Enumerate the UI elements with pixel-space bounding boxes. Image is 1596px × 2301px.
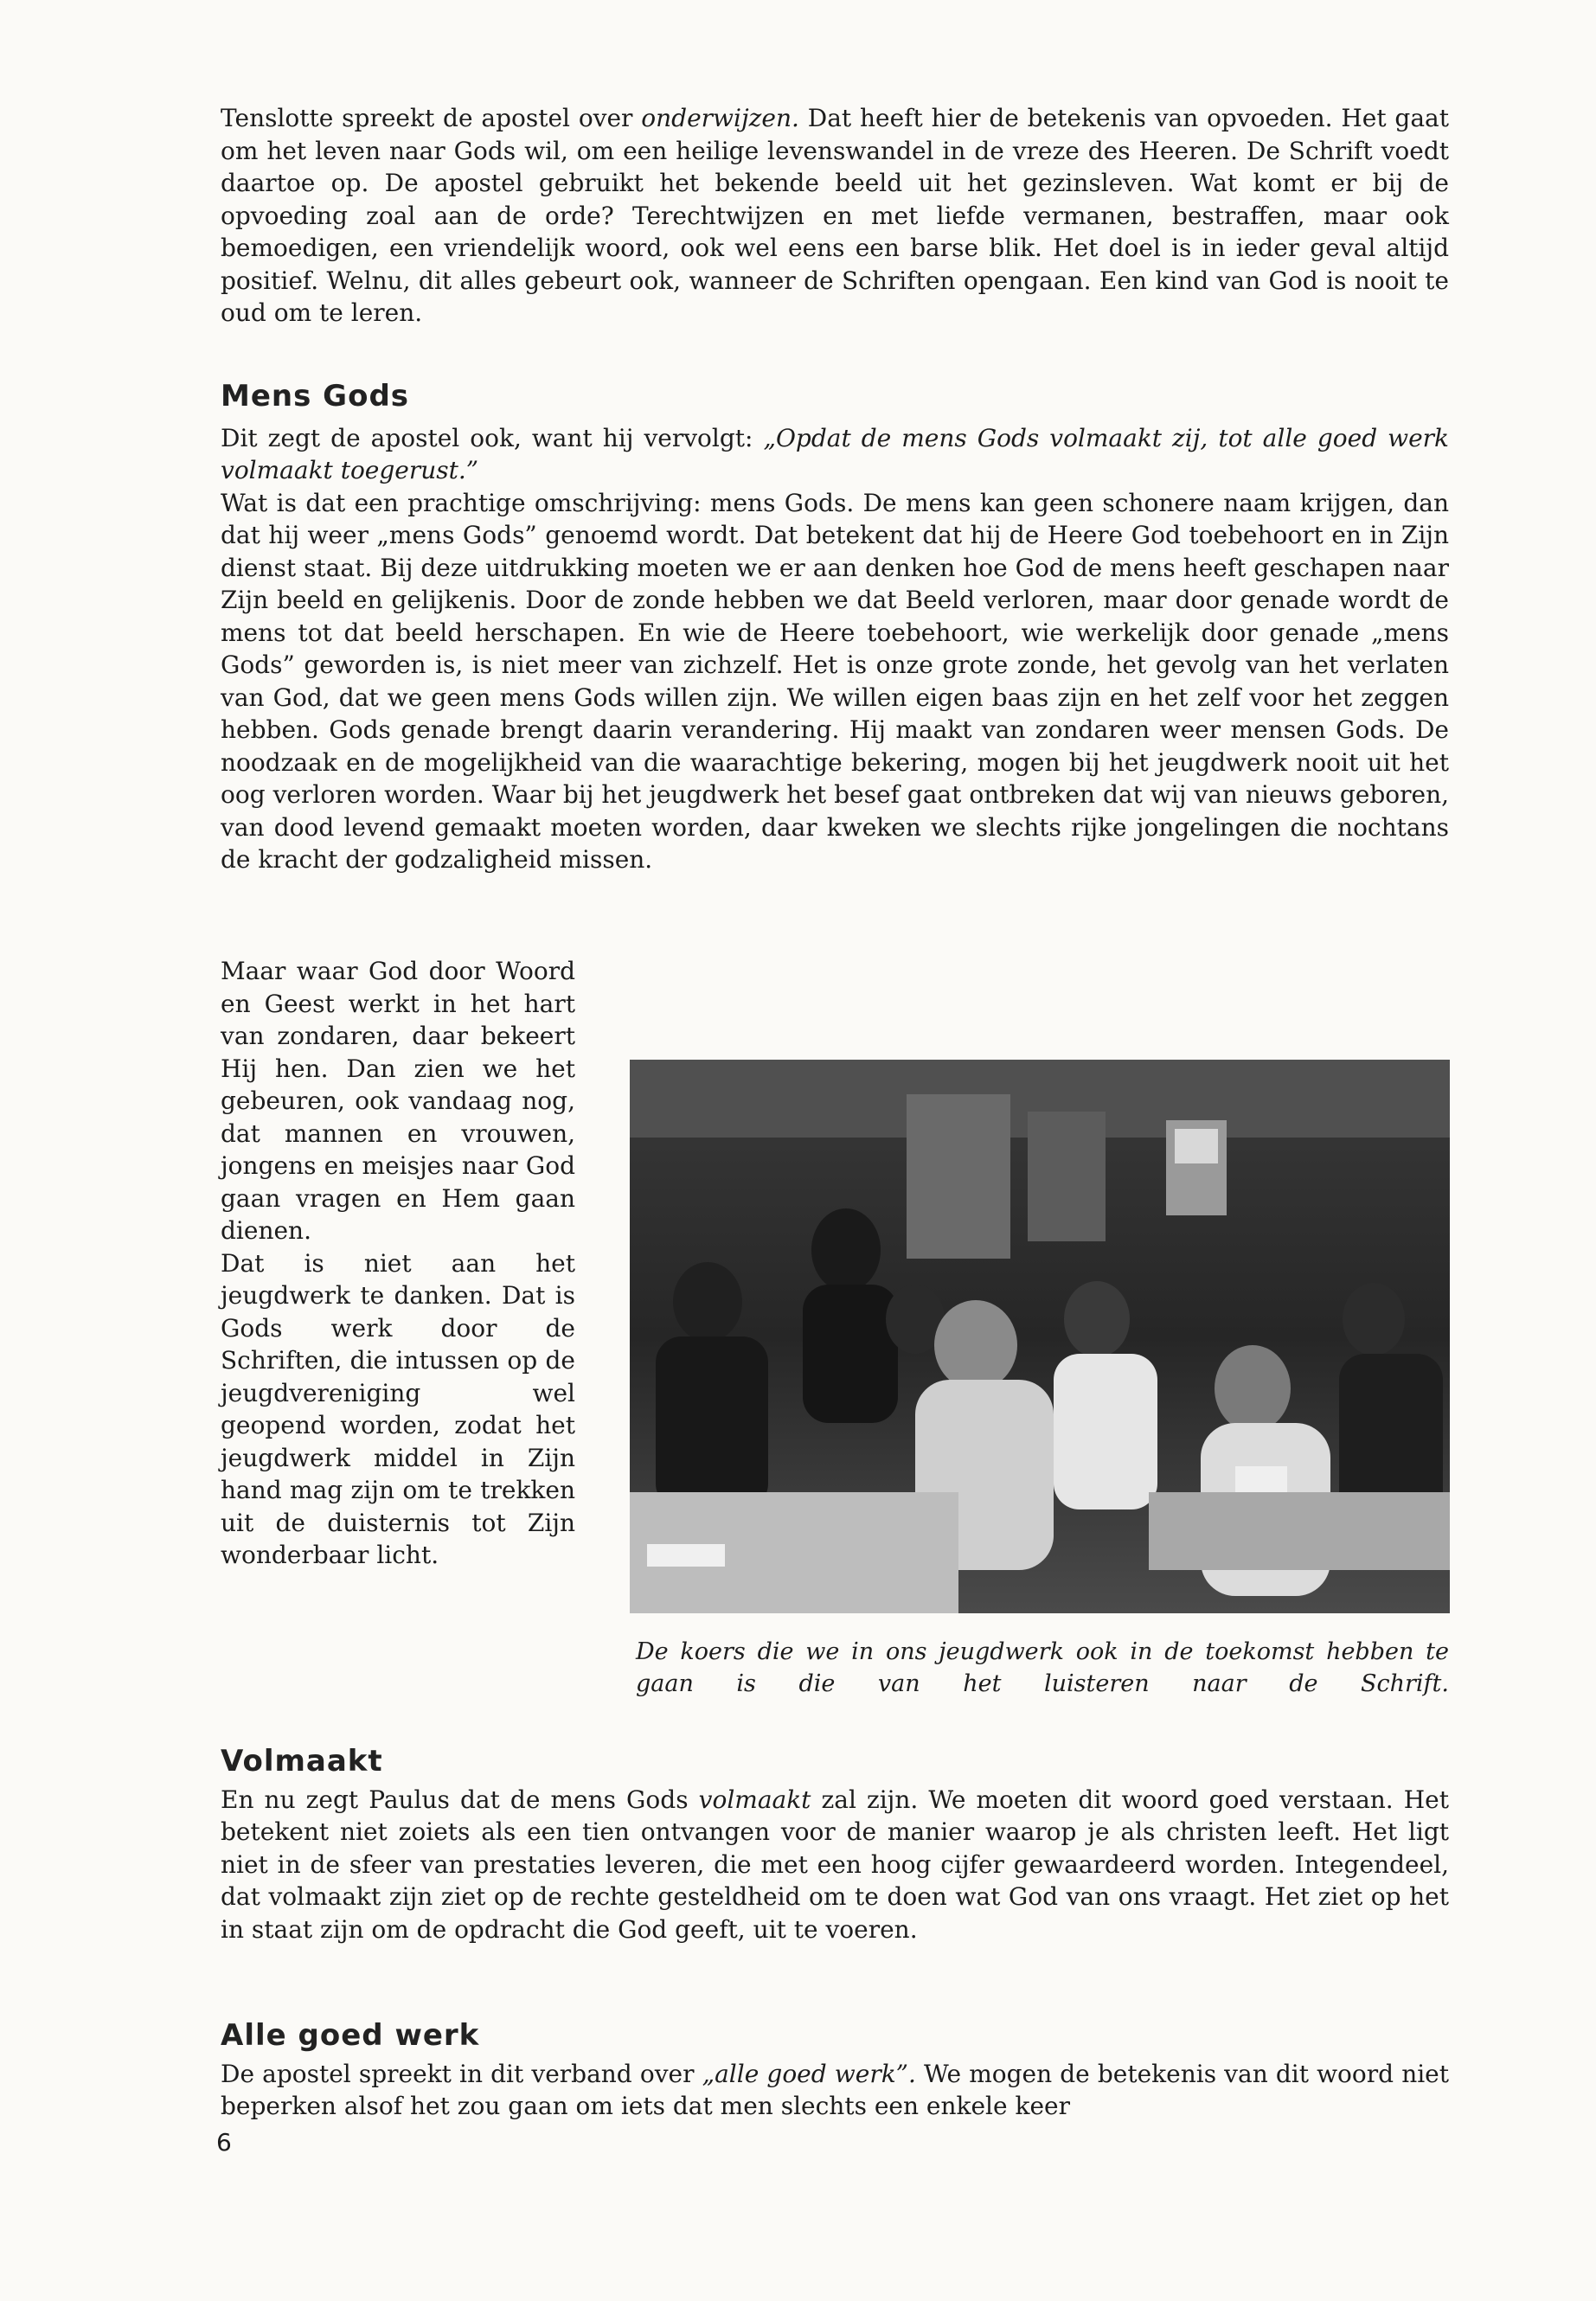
body-paragraph: Wat is dat een prachtige omschrijving: mens Gods. De mens kan geen schonere naam krijgen, dan dat hij weer „mens Gods” genoemd wordt. Dat betekent dat hij de Heere God toebehoort en in Zijn dienst staat. Bij deze uitdrukking moeten we er aan denken hoe God de mens heeft geschapen naar Zijn beeld en gelijkenis. Door de zonde hebben we dat Beeld verloren, maar door genade wordt de mens tot dat beeld herschapen. En wie de Heere toebehoort, wie werkelijk door genade „mens Gods” geworden is, is niet meer van zichzelf. Het is onze grote zonde, het gevolg van het verlaten van God, dat we geen mens Gods willen zijn. We willen eigen baas zijn en het zelf voor het zeggen hebben. Gods genade brengt daarin verandering. Hij maakt van zondaren weer mensen Gods. De noodzaak en de mogelijkheid van die waarachtige bekering, mogen bij het jeugdwerk nooit uit het oog verloren worden. Waar bij het jeugdwerk het besef gaat ontbreken dat wij van nieuws geboren, van dood levend gemaakt moeten worden, daar kweken we slechts rijke jongelingen die nochtans de kracht der godzaligheid missen. bbox=[221, 488, 1449, 874]
section-heading: Mens Gods bbox=[221, 379, 410, 413]
intro-paragraph: Tenslotte spreekt de apostel over onderwijzen. Dat heeft hier de betekenis van opvoeden. Het gaat om het leven naar Gods wil, om een heilige levenswandel in de vreze des Heeren. De Schrift voedt daartoe op. De apostel gebruikt het bekende beeld uit het gezinsleven. Wat komt er bij de opvoeding zoal aan de orde? Terechtwijzen en met liefde vermanen, bestraffen, maar ook bemoedigen, een vriendelijk woord, ook wel eens een barse blik. Het doel is in ieder geval altijd positief. Welnu, dit alles gebeurt ook, wanneer de Schriften opengaan. Een kind van God is nooit te oud om te leren. bbox=[221, 104, 1449, 327]
narrow-column bbox=[221, 955, 575, 1572]
photo-caption: De koers die we in ons jeugdwerk ook in de toekomst hebben te gaan is die van het luisteren naar de Schrift. bbox=[636, 1638, 1449, 1697]
section-volmaakt bbox=[221, 1746, 1449, 1945]
page-number: 6 bbox=[216, 2128, 232, 2157]
section-mens-gods bbox=[221, 381, 1449, 876]
group-photo bbox=[630, 1060, 1450, 1613]
body-paragraph: En nu zegt Paulus dat de mens Gods volmaakt zal zijn. We moeten dit woord goed verstaan. Het betekent niet zoiets als een tien ontvangen voor de manier waarop je als christen leeft. Het ligt niet in de sfeer van prestaties leveren, die met een hoog cijfer gewaardeerd worden. Integendeel, dat volmaakt zijn ziet op de rechte gesteldheid om te doen wat God van ons vraagt. Het ziet op het in staat zijn om de opdracht die God geeft, uit te voeren. bbox=[221, 1785, 1450, 1944]
body-paragraph: Dat is niet aan het jeugdwerk te danken. Dat is Gods werk door de Schriften, die intussen op de jeugdvereniging wel geopend worden, zodat het jeugdwerk middel in Zijn hand mag zijn om te trekken uit de duisternis tot Zijn wonderbaar licht. bbox=[221, 1248, 575, 1569]
section-heading: Alle goed werk bbox=[221, 2018, 480, 2053]
body-paragraph: Dit zegt de apostel ook, want hij vervolgt: „Opdat de mens Gods volmaakt zij, tot alle goed werk volmaakt toegerust.” bbox=[221, 423, 1450, 484]
body-paragraph: Maar waar God door Woord en Geest werkt in het hart van zondaren, daar bekeert Hij hen. Dan zien we het gebeuren, ook vandaag nog, dat mannen en vrouwen, jongens en meisjes naar God gaan vragen en Hem gaan dienen. bbox=[221, 957, 575, 1245]
section-alle-goed-werk bbox=[221, 2020, 1449, 2123]
photo-illustration bbox=[630, 1060, 1450, 1613]
body-paragraph: De apostel spreekt in dit verband over „alle goed werk”. We mogen de betekenis van dit woord niet beperken alsof het zou gaan om iets dat men slechts een enkele keer bbox=[221, 2059, 1450, 2120]
section-heading: Volmaakt bbox=[221, 1744, 383, 1779]
intro-block bbox=[221, 102, 1449, 330]
